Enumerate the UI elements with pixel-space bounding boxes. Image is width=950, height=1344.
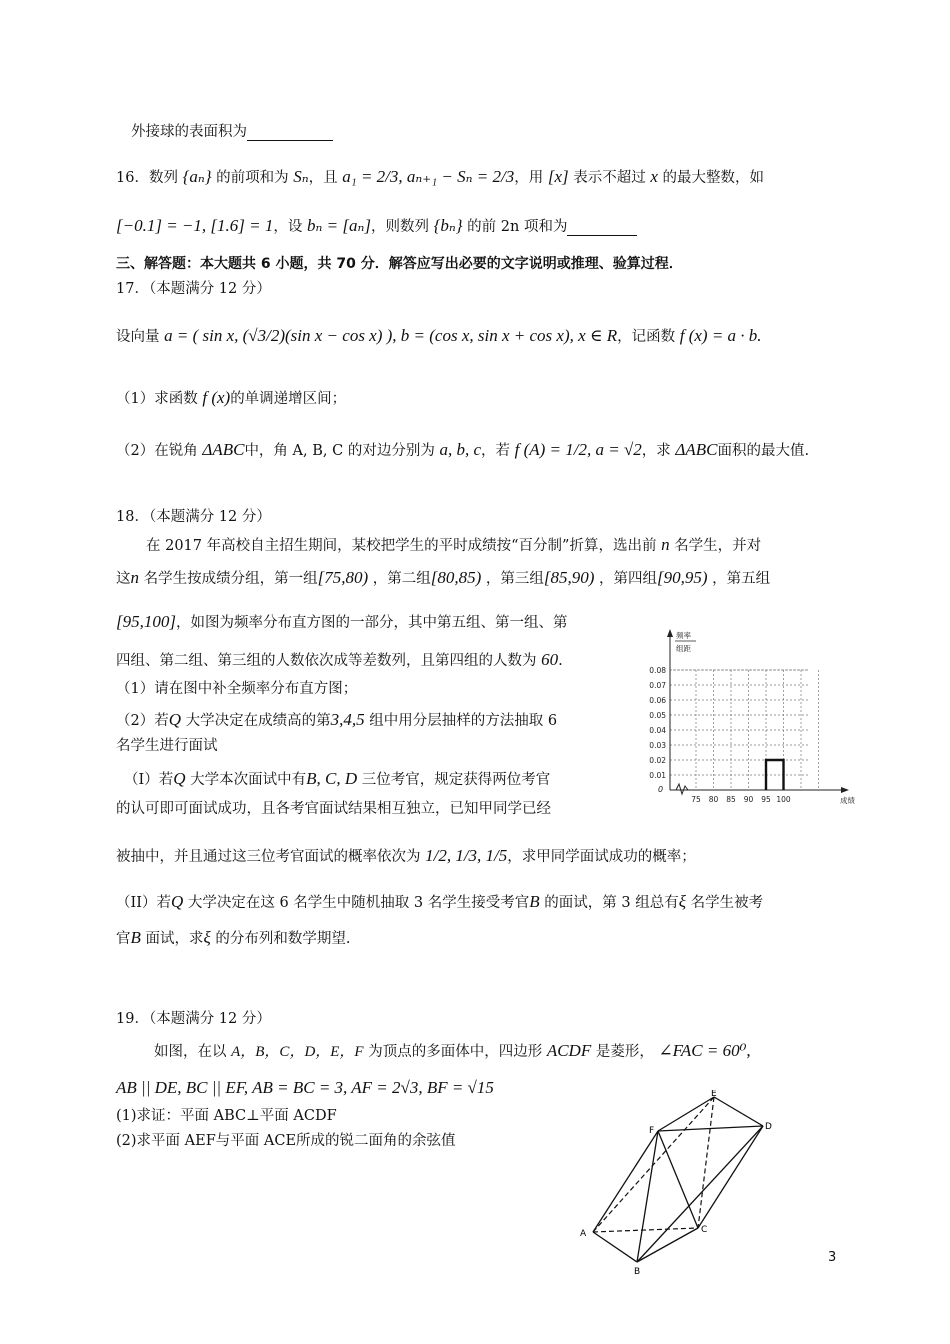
- polyhedron-figure: [570, 1090, 790, 1280]
- vertex-label-c: C: [701, 1225, 708, 1235]
- answer-blank: [567, 219, 637, 236]
- problem-18-p2: 这n 名学生按成绩分组，第一组[75,80) ，第二组[80,85) ，第三组[85,90) ，第四组[90,95) ，第五组: [116, 568, 771, 587]
- vertex-label-e: E: [711, 1090, 717, 1099]
- problem-17-vectors: 设向量 a = ( sin x, (√3/2)(sin x − cos x) ), b = (cos x, sin x + cos x), x ∈ R，记函数 f (x) = a · b.: [116, 326, 762, 345]
- problem-16-line2: [−0.1] = −1, [1.6] = 1，设 bₙ = [aₙ]，则数列 {bₙ} 的前 2n 项和为: [116, 216, 637, 236]
- problem-17-title: 17．（本题满分 12 分）: [116, 281, 271, 297]
- problem-16-line1: 16．数列 {aₙ} 的前项和为 Sₙ，且 a₁ = 2/3, aₙ₊₁ − Sₙ = 2/3，用 [x] 表示不超过 x 的最大整数，如: [116, 167, 764, 186]
- problem-18-partII-line2: 官B 面试，求ξ 的分布列和数学期望.: [116, 928, 351, 947]
- vertex-label-f: F: [649, 1126, 655, 1136]
- vertex-label-a: A: [580, 1229, 587, 1239]
- vertex-label-d: D: [765, 1122, 772, 1132]
- problem-19-title: 19．（本题满分 12 分）: [116, 1011, 271, 1027]
- frequency-histogram: [640, 625, 870, 805]
- x-tick-label: 85: [726, 795, 736, 804]
- problem-18-partI-line3: 被抽中，并且通过这三位考官面试的概率依次为 1/2, 1/3, 1/5，求甲同学面试成功的概率；: [116, 846, 696, 865]
- problem-18-partI-line1: （I）若Q 大学本次面试中有B, C, D 三位考官，规定获得两位考官: [124, 769, 551, 788]
- problem-17-part1: （1）求函数 f (x)的单调递增区间；: [116, 388, 347, 407]
- problem-18-p3: [95,100]，如图为频率分布直方图的一部分，其中第五组、第一组、第: [116, 612, 568, 631]
- y-axis-arrow: [667, 629, 673, 637]
- problem-17-part2: （2）在锐角 ΔABC中，角 A, B, C 的对边分别为 a, b, c，若 f (A) = 1/2, a = √2，求 ΔABC面积的最大值.: [116, 440, 810, 459]
- x-tick-label: 75: [691, 795, 701, 804]
- y-tick-label: 0.08: [649, 666, 666, 675]
- problem-19-part1: (1)求证：平面 ABC⊥平面 ACDF: [116, 1108, 337, 1124]
- y-label-top: 频率: [676, 631, 691, 640]
- x-tick-label: 90: [743, 795, 754, 804]
- line-surface-area: 外接球的表面积为: [131, 124, 333, 141]
- y-tick-label: 0.03: [649, 741, 666, 750]
- vertex-label-b: B: [634, 1267, 641, 1277]
- x-tick-label: 100: [776, 795, 791, 804]
- problem-19-p1: 如图，在以 A，B，C，D，E，F 为顶点的多面体中，四边形 ACDF 是菱形， ∠FAC = 60⁰,: [154, 1041, 751, 1060]
- y-tick-label: 0.05: [649, 711, 666, 720]
- x-label: 成绩: [840, 796, 855, 805]
- y-label-bottom: 组距: [676, 644, 691, 653]
- problem-18-part1: （1）请在图中补全频率分布直方图；: [116, 681, 358, 697]
- problem-19-part2: (2)求平面 AEF与平面 ACE所成的锐二面角的余弦值: [116, 1133, 456, 1149]
- problem-18-partI-line2: 的认可即可面试成功，且各考官面试结果相互独立，已知甲同学已经: [116, 801, 551, 817]
- problem-18-p1: 在 2017 年高校自主招生期间，某校把学生的平时成绩按“百分制”折算，选出前 n 名学生，并对: [146, 535, 762, 554]
- answer-blank: [247, 124, 333, 141]
- problem-18-part2: （2）若Q 大学决定在成绩高的第3,4,5 组中用分层抽样的方法抽取 6: [116, 710, 558, 729]
- page-number: 3: [828, 1250, 837, 1265]
- y-tick-label: 0.04: [649, 726, 666, 735]
- y-tick-label: 0.02: [649, 756, 666, 765]
- problem-19-conditions: AB || DE, BC || EF, AB = BC = 3, AF = 2√3, BF = √15: [116, 1078, 494, 1097]
- problem-18-p4: 四组、第二组、第三组的人数依次成等差数列，且第四组的人数为 60.: [116, 650, 563, 669]
- y-tick-label: 0.06: [649, 696, 666, 705]
- y-tick-label: 0.01: [649, 771, 666, 780]
- x-tick-label: 80: [708, 795, 719, 804]
- problem-18-part2-cont: 名学生进行面试: [116, 738, 218, 754]
- y-tick-label: 0.07: [649, 681, 666, 690]
- x-axis-arrow: [841, 787, 849, 793]
- axis-break: [676, 784, 688, 794]
- section-3-heading: 三、解答题：本大题共 6 小题，共 70 分．解答应写出必要的文字说明或推理、验算过程．: [116, 256, 683, 272]
- problem-18-title: 18．（本题满分 12 分）: [116, 509, 271, 525]
- origin-label: 0: [658, 785, 664, 794]
- x-tick-label: 95: [761, 795, 771, 804]
- problem-18-partII-line1: （II）若Q 大学决定在这 6 名学生中随机抽取 3 名学生接受考官B 的面试，第 3 组总有ξ 名学生被考: [116, 892, 764, 911]
